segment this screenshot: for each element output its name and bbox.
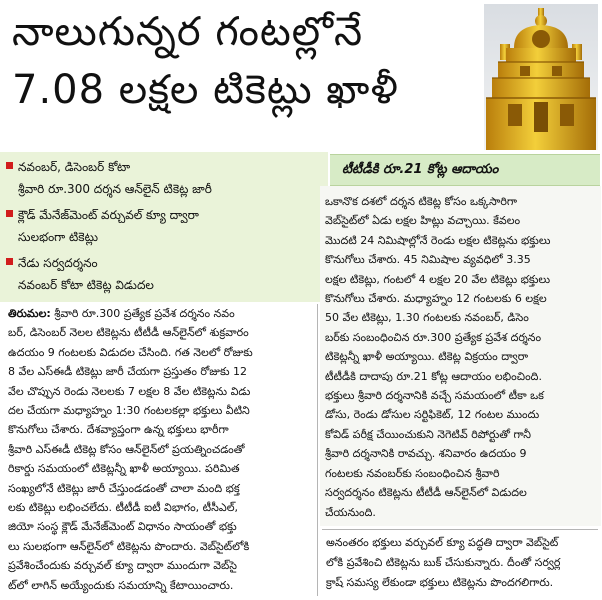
highlight-line: శ్రీవారి రూ.300 దర్శన ఆన్‌లైన్ టికెట్ల జారీ	[18, 182, 212, 196]
highlights-box	[0, 152, 328, 302]
body-line: ఉదయం 9 గంటలకు విడుదల చేసింది. గత నెలలో రోజుకు	[8, 345, 253, 359]
highlight-item	[0, 204, 328, 248]
body-line: టికెట్లన్నీ ఖాళీ అయ్యాయి. టికెట్ల విక్రయం ద్వారా	[325, 350, 529, 364]
article-body-bottom	[326, 533, 596, 593]
column-divider	[317, 304, 318, 596]
body-line: మొదటి 24 నిమిషాల్లోనే రెండు లక్షల టికెట్లను భక్తులు	[325, 233, 551, 247]
article-body-right	[325, 192, 595, 522]
body-line: చేయనుంది.	[325, 505, 376, 519]
highlight-line: నేడు సర్వదర్శనం	[18, 256, 98, 270]
body-line: రికార్డు సమయంలో టికెట్లన్నీ ఖాళీ అయ్యాయి. పరిమిత	[8, 462, 240, 476]
body-line: కొనుగోలు చేశారు. 45 నిమిషాల వ్యవధిలో 3.35	[325, 253, 531, 267]
headline-line-2: 7.08 లక్షల టికెట్లు ఖాళీ	[12, 67, 399, 113]
body-line: దల చేయగా మధ్యాహ్నం 1:30 గంటలకల్లా భక్తులు వీటిని	[8, 404, 250, 418]
body-line: వేల చొప్పున రెండు నెలలకు 7 లక్షల 8 వేల టికెట్లను విడు	[8, 384, 251, 398]
body-line: ఒకానొక దశలో దర్శన టికెట్ల కోసం ఒక్కసారిగా	[325, 195, 518, 208]
body-line: లు సులభంగా ఆన్‌లైన్‌లో టికెట్లను పొందారు. వెబ్‌సైట్‌లోకి	[8, 539, 250, 553]
dateline: తిరుమల:	[8, 307, 51, 320]
headline	[12, 6, 482, 116]
highlight-line: నవంబర్ కోటా టికెట్ల విడుదల	[18, 278, 154, 292]
body-line: ప్రవేశించేందుకు వర్చువల్ క్యూ ద్వారా ముందుగా వెబ్‌సై	[8, 559, 237, 573]
bullet-square-icon	[6, 258, 13, 265]
highlight-line: నవంబర్, డిసెంబర్ కోటా	[18, 160, 131, 174]
section-divider	[322, 529, 598, 530]
body-line: జియో సంస్థ క్లౌడ్ మేనేజ్‌మెంట్ విధానం సాయంతో భక్తు	[8, 520, 237, 534]
body-line: లోకి ప్రవేశించి టికెట్లను బుక్ చేసుకున్నారు. దీంతో సర్వర్ల	[326, 556, 561, 569]
highlight-line: సులభంగా టికెట్లు	[18, 230, 98, 244]
body-line: సర్వదర్శనం టికెట్లను టీటీడీ ఆన్‌లైన్‌లో విడుదల	[325, 486, 527, 500]
body-line: లకు టికెట్లు లభించలేదు. టీటీడీ ఐటీ విభాగం, టీసీఎల్,	[8, 501, 238, 515]
body-line: అనంతరం భక్తులు వర్చువల్ క్యూ పద్ధతి ద్వారా వెబ్‌సైట్	[326, 536, 559, 549]
body-line: తిరుమల: శ్రీవారి రూ.300 ప్రత్యేక ప్రవేశ దర్శనం నవం	[8, 307, 235, 320]
body-line: కొనుగోలు చేశారు. దేశవ్యాప్తంగా ఉన్న భక్తులు భారీగా	[8, 423, 229, 437]
body-line: సంఖ్యలోనే టికెట్లు జారీ చేస్తుండడంతో చాలా మంది భక్త	[8, 481, 240, 495]
body-line: 8 వేల ఎస్ఈడీ టికెట్లు జారీ చేయగా ప్రస్తుతం రోజుకు 12	[8, 365, 247, 379]
body-line: ట్‌లో లాగిన్ అయ్యేందుకు సమయాన్ని కేటాయించారు.	[8, 578, 234, 592]
body-line: భక్తులు శ్రీవారి దర్శనానికి వచ్చే సమయంలో టీకా ఒక	[325, 389, 544, 403]
body-line: శ్రీవారి ఎస్ఈడీ టికెట్ల కోసం ఆన్‌లైన్‌లో ప్రయత్నించడంతో	[8, 442, 245, 456]
body-line: లక్షల టికెట్లు, గంటలో 4 లక్షల 20 వేల టికెట్లు భక్తులు	[325, 272, 551, 286]
article-body-left	[8, 304, 313, 595]
body-line: శ్రీవారి దర్శనానికి రావచ్చు. శనివారం ఉదయం 9	[325, 447, 527, 461]
body-line: బర్‌కు సంబంధించిన రూ.300 ప్రత్యేక ప్రవేశ దర్శనం	[325, 330, 542, 344]
body-line: 50 వేల టికెట్లు, 1.30 గంటలకు నవంబర్, డిసెం	[325, 311, 529, 325]
body-line: డోసు, రెండు డోసుల సర్టిఫికెట్, 12 గంటల ముందు	[325, 408, 540, 422]
body-line: టీటీడీకి దాదాపు రూ.21 కోట్ల ఆదాయం లభించింది.	[325, 369, 542, 383]
body-line: క్రాష్ సమస్య లేకుండా భక్తులు టికెట్లను పొందగలిగారు.	[326, 576, 554, 589]
body-line: గంటలకు నవంబర్‌కు సంబంధించిన శ్రీవారి	[325, 466, 500, 480]
subheadline-bar	[330, 154, 600, 186]
highlight-line: క్లౌడ్ మేనేజ్‌మెంట్ వర్చువల్ క్యూ ద్వారా	[18, 208, 199, 222]
subheadline: టీటీడీకి రూ.21 కోట్ల ఆదాయం	[342, 162, 499, 177]
highlight-item	[0, 156, 328, 200]
temple-gopuram-icon	[484, 4, 598, 150]
bullet-square-icon	[6, 162, 13, 169]
headline-line-1: నాలుగున్నర గంటల్లోనే	[12, 9, 364, 55]
highlight-item	[0, 252, 328, 296]
body-line: బర్, డిసెంబర్ నెలల టికెట్లను టీటీడీ ఆన్‌లైన్‌లో శుక్రవారం	[8, 326, 249, 340]
body-line: వెబ్‌సైట్‌లో ఏడు లక్షల హిట్లు వచ్చాయి. కేవలం	[325, 214, 521, 228]
body-line: కోవిడ్ పరీక్ష చేయించుకుని నెగెటివ్ రిపోర్టుతో గానీ	[325, 427, 532, 441]
body-line: కొనుగోలు చేశారు. మధ్యాహ్నం 12 గంటలకు 6 లక్షల	[325, 292, 547, 306]
bullet-square-icon	[6, 210, 13, 217]
